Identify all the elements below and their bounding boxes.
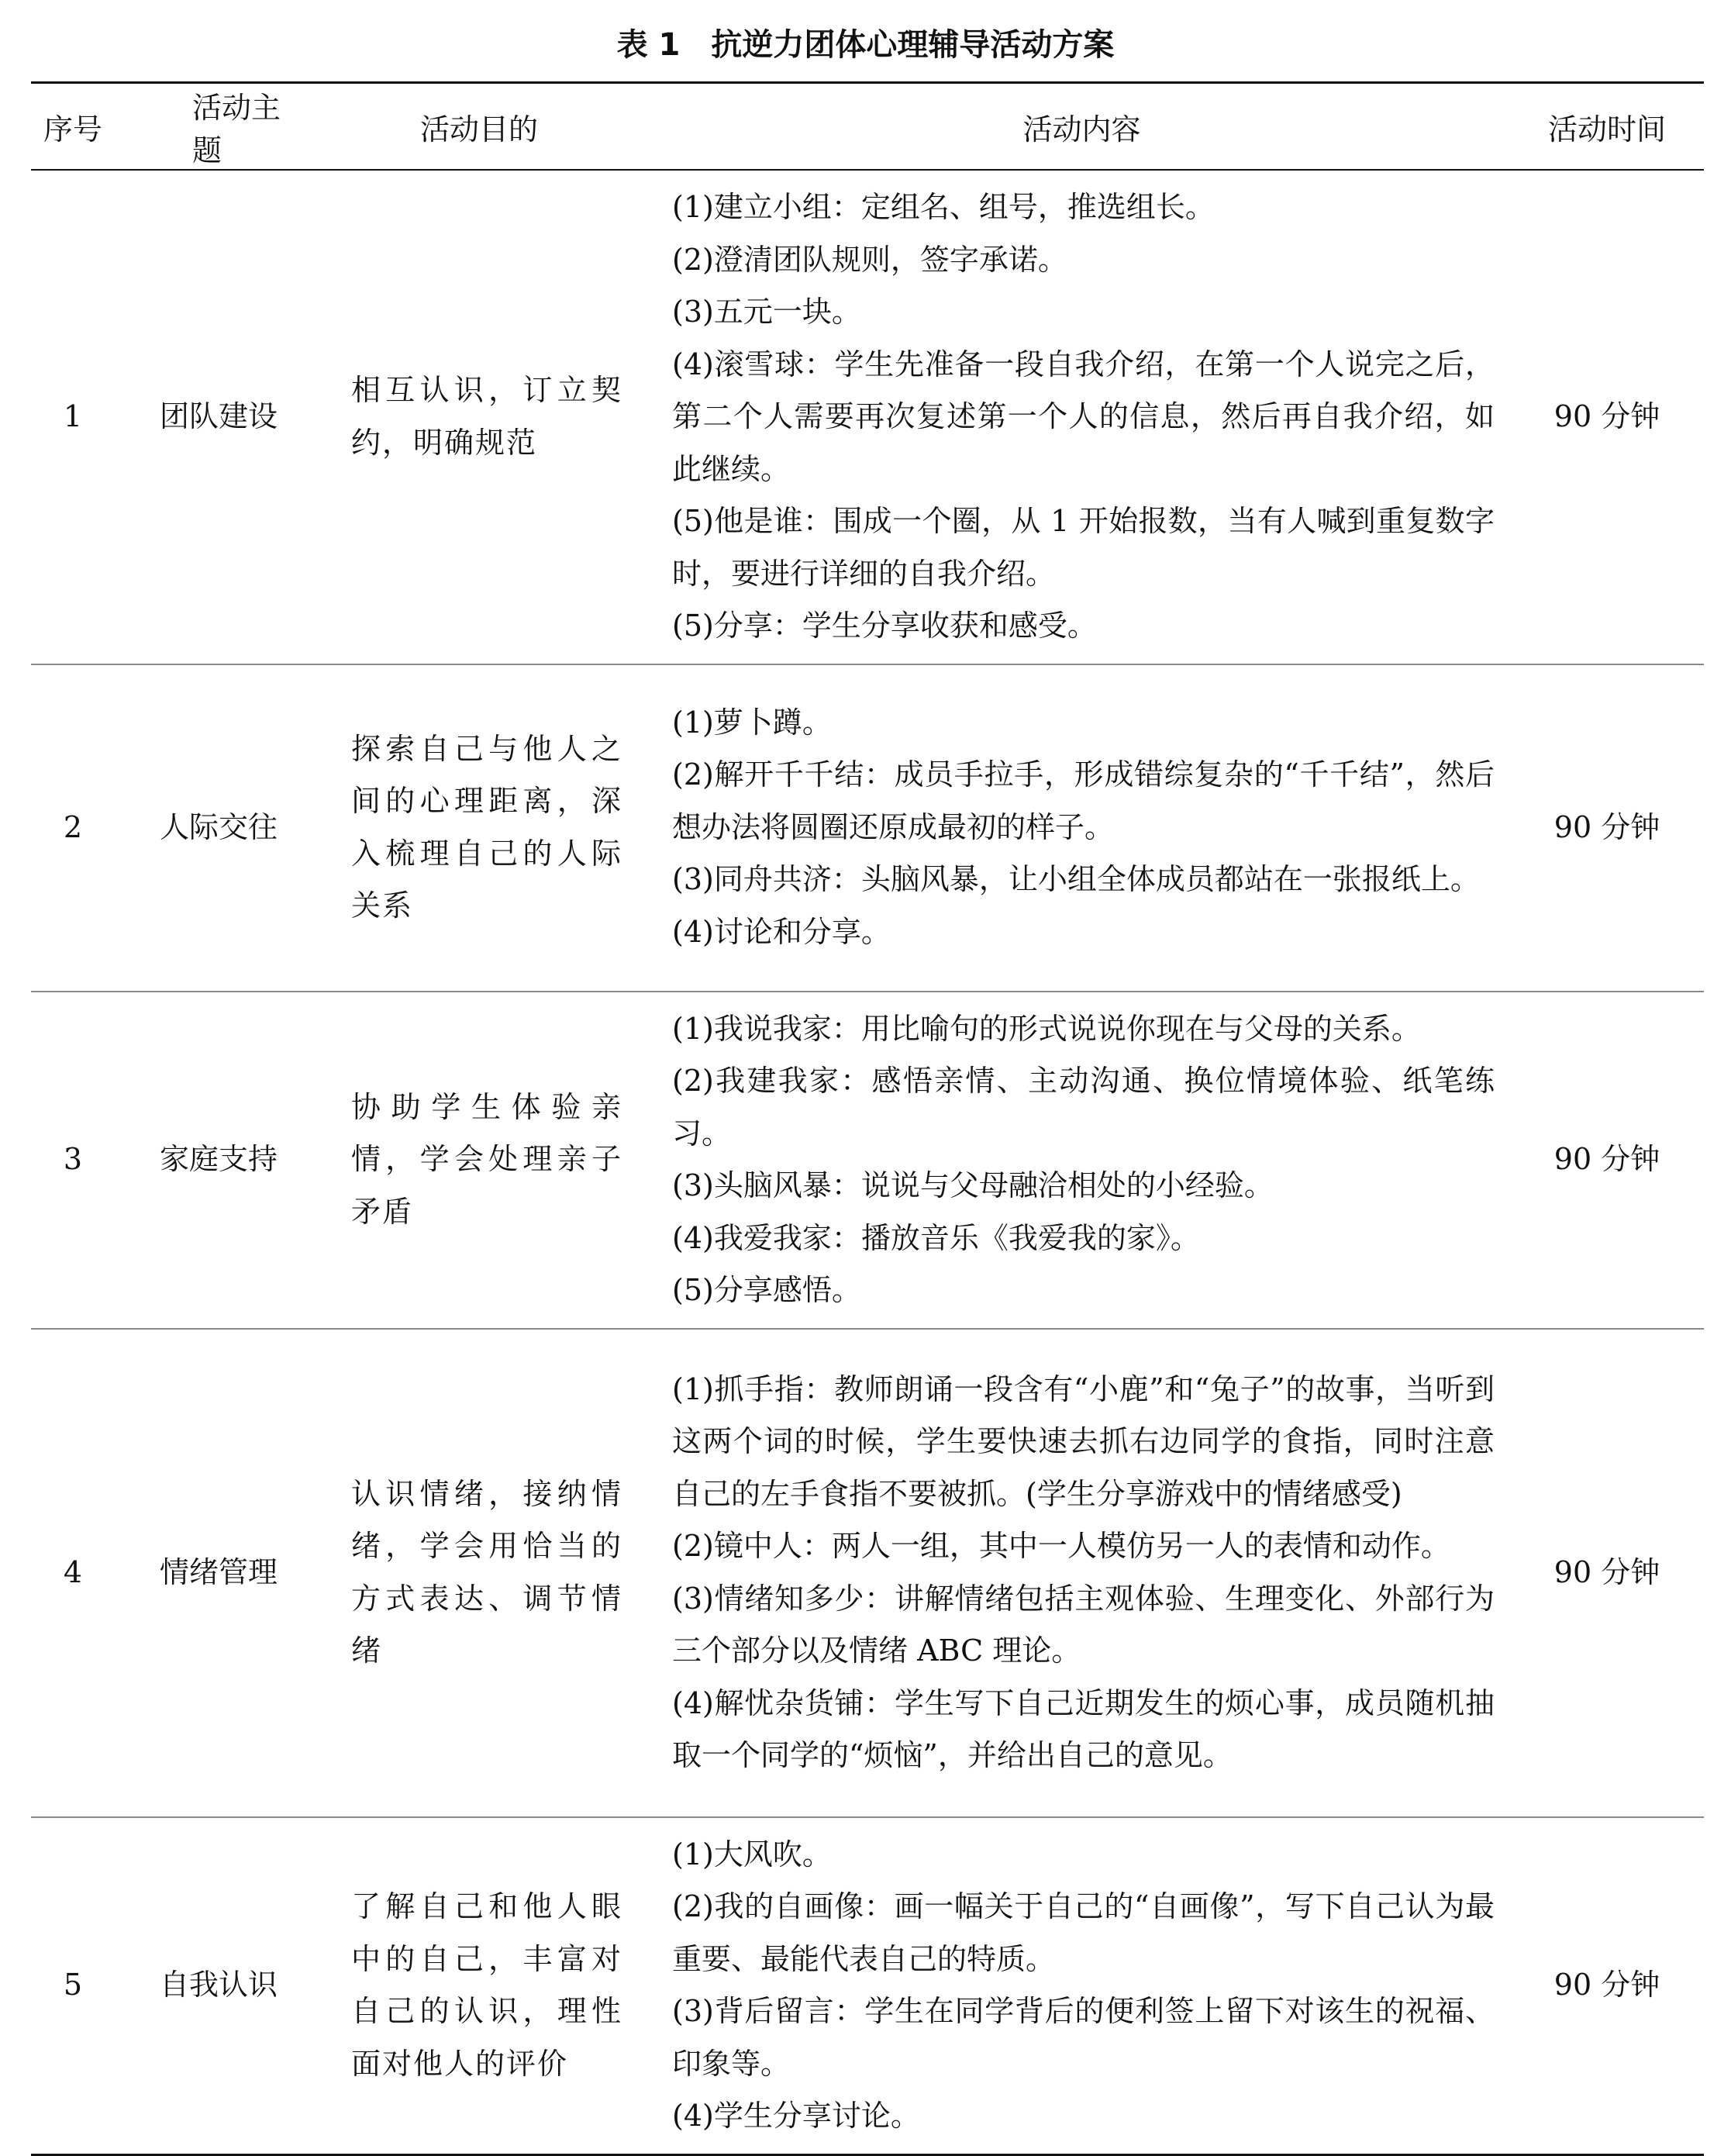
content-item: (1)我说我家：用比喻句的形式说说你现在与父母的关系。 bbox=[672, 1011, 1421, 1046]
content-item: (3)背后留言：学生在同学背后的便利签上留下对该生的祝福、印象等。 bbox=[672, 1994, 1495, 2081]
content-item: (3)头脑风暴：说说与父母融洽相处的小经验。 bbox=[672, 1168, 1274, 1202]
content-item: (2)解开千千结：成员手拉手，形成错综复杂的“千千结”，然后想办法将圆圈还原成最初的样子。 bbox=[672, 757, 1495, 844]
row-theme: 情绪管理 bbox=[115, 1329, 305, 1817]
content-item: (1)建立小组：定组名、组号，推选组长。 bbox=[672, 190, 1215, 224]
table-header-row bbox=[31, 83, 1704, 171]
table-row bbox=[31, 664, 1704, 992]
row-num: 1 bbox=[31, 170, 115, 664]
content-item: (5)分享：学生分享收获和感受。 bbox=[672, 609, 1097, 643]
row-theme: 团队建设 bbox=[115, 170, 305, 664]
row-content bbox=[653, 170, 1510, 664]
row-content bbox=[653, 992, 1510, 1329]
table-row bbox=[31, 170, 1704, 664]
row-goal: 认识情绪，接纳情绪，学会用恰当的方式表达、调节情绪 bbox=[305, 1329, 653, 1817]
content-item: (4)讨论和分享。 bbox=[672, 914, 891, 949]
row-content bbox=[653, 1817, 1510, 2155]
row-num: 5 bbox=[63, 1968, 83, 2002]
content-item: (4)解忧杂货铺：学生写下自己近期发生的烦心事，成员随机抽取一个同学的“烦恼”，并给出自己的意见。 bbox=[672, 1685, 1495, 1772]
header-content: 活动内容 bbox=[653, 83, 1510, 171]
table-row bbox=[31, 1329, 1704, 1817]
content-item: (1)抓手指：教师朗诵一段含有“小鹿”和“兔子”的故事，当听到这两个词的时候，学生要快速去抓右边同学的食指，同时注意自己的左手食指不要被抓。(学生分享游戏中的情绪感受) bbox=[672, 1371, 1495, 1511]
content-item: (3)情绪知多少：讲解情绪包括主观体验、生理变化、外部行为三个部分以及情绪 ABC 理论。 bbox=[672, 1581, 1495, 1668]
content-item: (4)学生分享讨论。 bbox=[672, 2099, 920, 2133]
activity-plan-table bbox=[31, 81, 1704, 2156]
row-theme: 家庭支持 bbox=[115, 992, 305, 1329]
header-theme: 活动主题 bbox=[115, 83, 305, 171]
content-item: (2)我的自画像：画一幅关于自己的“自画像”，写下自己认为最重要、最能代表自己的特质。 bbox=[672, 1889, 1495, 1976]
row-theme: 人际交往 bbox=[115, 664, 305, 992]
row-content bbox=[653, 1329, 1510, 1817]
row-time: 90 分钟 bbox=[1510, 1329, 1704, 1817]
content-item: (2)我建我家：感悟亲情、主动沟通、换位情境体验、纸笔练习。 bbox=[672, 1064, 1495, 1150]
row-num: 3 bbox=[31, 992, 115, 1329]
row-time: 90 分钟 bbox=[1510, 664, 1704, 992]
content-item: (1)大风吹。 bbox=[672, 1837, 832, 1871]
table-title: 抗逆力团体心理辅导活动方案 bbox=[711, 27, 1115, 63]
content-item: (4)滚雪球：学生先准备一段自我介绍，在第一个人说完之后，第二个人需要再次复述第一个人的信息，然后再自我介绍，如此继续。 bbox=[672, 347, 1495, 486]
content-item: (5)他是谁：围成一个圈，从 1 开始报数，当有人喊到重复数字时，要进行详细的自我介绍。 bbox=[672, 504, 1495, 591]
row-time: 90 分钟 bbox=[1553, 1968, 1660, 2002]
table-caption bbox=[0, 22, 1731, 68]
table-row bbox=[31, 1817, 1704, 2155]
row-goal: 了解自己和他人眼中的自己，丰富对自己的认识，理性面对他人的评价 bbox=[351, 1889, 622, 2081]
content-item: (2)澄清团队规则，签字承诺。 bbox=[672, 242, 1067, 277]
table-number: 表 1 bbox=[616, 27, 681, 63]
row-goal: 相互认识，订立契约，明确规范 bbox=[305, 170, 653, 664]
row-num: 4 bbox=[31, 1329, 115, 1817]
content-item: (3)同舟共济：头脑风暴，让小组全体成员都站在一张报纸上。 bbox=[672, 862, 1480, 897]
content-item: (4)我爱我家：播放音乐《我爱我的家》。 bbox=[672, 1220, 1200, 1255]
header-time: 活动时间 bbox=[1510, 83, 1704, 171]
row-goal: 协助学生体验亲情，学会处理亲子矛盾 bbox=[305, 992, 653, 1329]
content-item: (2)镜中人：两人一组，其中一人模仿另一人的表情和动作。 bbox=[672, 1529, 1450, 1563]
row-content bbox=[653, 664, 1510, 992]
row-num: 2 bbox=[31, 664, 115, 992]
row-goal: 探索自己与他人之间的心理距离，深入梳理自己的人际关系 bbox=[305, 664, 653, 992]
row-theme: 自我认识 bbox=[160, 1968, 278, 2002]
header-goal: 活动目的 bbox=[305, 83, 653, 171]
row-time: 90 分钟 bbox=[1510, 992, 1704, 1329]
content-item: (5)分享感悟。 bbox=[672, 1273, 861, 1307]
header-num: 序号 bbox=[31, 83, 115, 171]
content-item: (3)五元一块。 bbox=[672, 295, 861, 329]
row-time: 90 分钟 bbox=[1510, 170, 1704, 664]
table-row bbox=[31, 992, 1704, 1329]
content-item: (1)萝卜蹲。 bbox=[672, 705, 832, 740]
